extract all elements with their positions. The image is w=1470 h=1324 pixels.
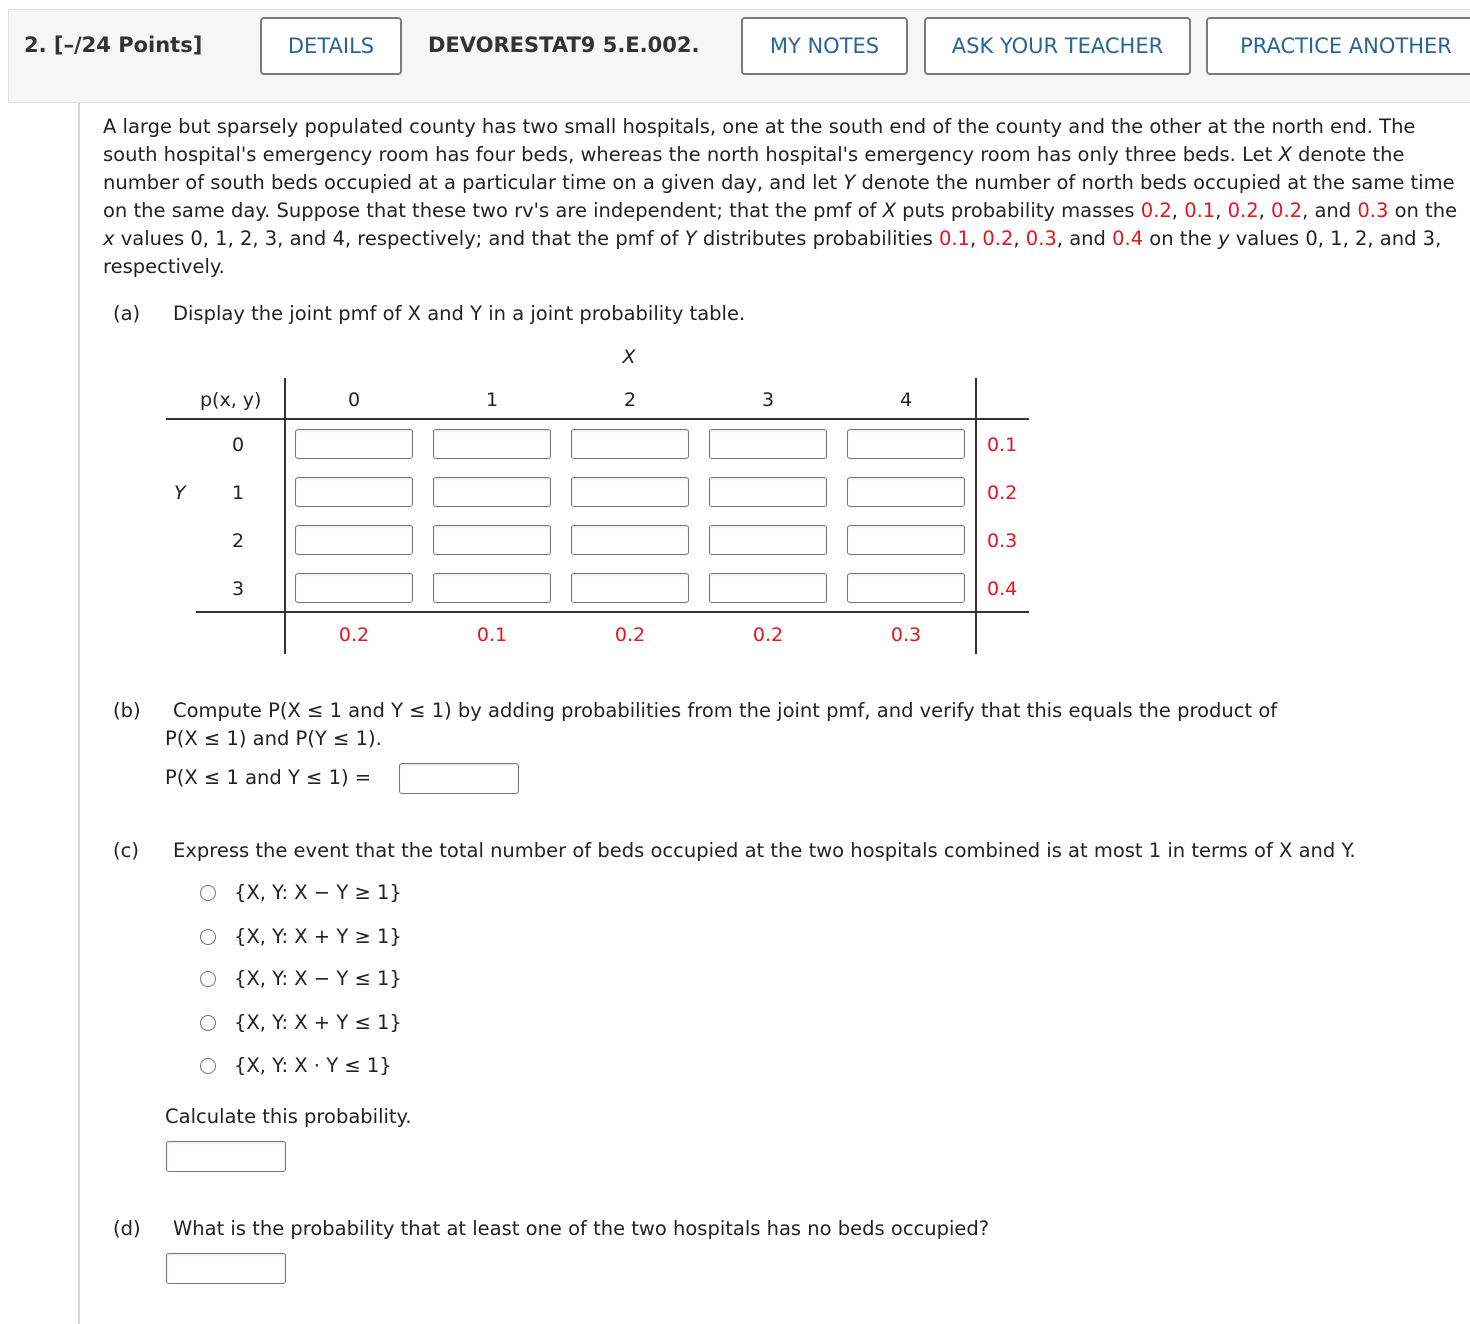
pmf-cell-x2-y1[interactable] [571,477,689,507]
pmf-cell-x3-y1[interactable] [709,477,827,507]
pmf-cell-x0-y1[interactable] [295,477,413,507]
py-value: 0.3 [1025,227,1057,250]
ask-your-teacher-button[interactable]: ASK YOUR TEACHER [924,17,1191,75]
x-value-header: 4 [899,389,913,411]
table-corner-label: p(x, y) [200,389,262,411]
table-bottom-divider [196,611,1029,613]
part-b-answer-input[interactable] [399,763,519,794]
separator: , [1171,199,1185,222]
part-a-tag: (a) [113,302,141,325]
row-marginal: 0.3 [987,530,1018,552]
pmf-cell-x3-y0[interactable] [709,429,827,459]
content-left-rule [78,103,80,1324]
question-number: 2. [24,33,47,57]
px-value: 0.2 [1227,199,1259,222]
separator: , and [1056,227,1113,250]
px-value: 0.2 [1140,199,1172,222]
part-a-prompt [113,300,745,328]
y-value-header: 1 [231,482,245,504]
problem-text: denote the number of south beds occupied at a particular time on a given day, and let [103,143,1405,194]
pmf-cell-x4-y2[interactable] [847,525,965,555]
py-value: 0.4 [1112,227,1144,250]
pmf-cell-x1-y2[interactable] [433,525,551,555]
part-c-option[interactable] [200,1054,392,1077]
radio-button[interactable] [200,885,216,901]
separator: , [969,227,983,250]
part-b-text-line2: P(X ≤ 1) and P(Y ≤ 1). [165,727,382,750]
part-b-text-line1: Compute P(X ≤ 1 and Y ≤ 1) by adding probabilities from the joint pmf, and verify that this equals the product of [173,699,1278,722]
col-marginal: 0.1 [476,624,508,646]
option-label: {X, Y: X · Y ≤ 1} [234,1054,392,1077]
option-label: {X, Y: X − Y ≥ 1} [234,881,402,904]
part-d-prompt [113,1215,989,1243]
pmf-cell-x0-y2[interactable] [295,525,413,555]
option-label: {X, Y: X − Y ≤ 1} [234,967,402,990]
col-marginal: 0.2 [752,624,784,646]
px-value: 0.2 [1271,199,1303,222]
problem-text: values 0, 1, 2, 3, and 4, respectively; and that the pmf of [114,227,685,250]
pmf-cell-x0-y3[interactable] [295,573,413,603]
problem-code: DEVORESTAT9 5.E.002. [428,33,700,57]
pmf-cell-x1-y0[interactable] [433,429,551,459]
problem-statement [103,113,1468,281]
var-x: X [1278,143,1292,166]
var-x-lower: x [103,227,115,250]
pmf-cell-x0-y0[interactable] [295,429,413,459]
pmf-cell-x4-y3[interactable] [847,573,965,603]
problem-text: distributes probabilities [696,227,939,250]
part-c-option[interactable] [200,1011,402,1034]
col-marginal: 0.2 [614,624,646,646]
part-a-text: Display the joint pmf of X and Y in a joint probability table. [173,302,746,325]
px-value: 0.3 [1357,199,1389,222]
row-marginal: 0.1 [987,434,1018,456]
part-c-option[interactable] [200,925,402,948]
part-c-prompt [113,837,1356,865]
pmf-cell-x2-y0[interactable] [571,429,689,459]
radio-button[interactable] [200,929,216,945]
var-y-lower: y [1218,227,1230,250]
part-c-answer-input[interactable] [166,1141,286,1172]
my-notes-button[interactable]: MY NOTES [741,17,908,75]
pmf-cell-x3-y2[interactable] [709,525,827,555]
practice-another-button[interactable]: PRACTICE ANOTHER [1206,17,1470,75]
pmf-cell-x1-y3[interactable] [433,573,551,603]
part-d-text: What is the probability that at least one of the two hospitals has no beds occupied? [173,1217,990,1240]
problem-intro: A large but sparsely populated county has two small hospitals, one at the south end of the county and the other at the north end. The south hospital's emergency room has four beds, whereas the north hospital's emergency room has only three beds. Let [103,115,1416,166]
var-y: Y [843,171,856,194]
row-marginal: 0.4 [987,578,1018,600]
pmf-cell-x3-y3[interactable] [709,573,827,603]
details-button[interactable]: DETAILS [260,17,402,75]
col-marginal: 0.2 [338,624,370,646]
x-value-header: 1 [485,389,499,411]
pmf-cell-x2-y3[interactable] [571,573,689,603]
pmf-cell-x2-y2[interactable] [571,525,689,555]
part-d-answer-input[interactable] [166,1253,286,1284]
radio-button[interactable] [200,971,216,987]
part-c-option[interactable] [200,881,402,904]
table-x-axis-label: X [622,346,636,368]
problem-text: values 0, 1, 2, and 3, respectively. [103,227,1442,278]
row-marginal: 0.2 [987,482,1018,504]
question-number-points [24,33,202,57]
points-label: [–/24 Points] [53,33,203,57]
option-label: {X, Y: X + Y ≥ 1} [234,925,402,948]
pmf-cell-x4-y0[interactable] [847,429,965,459]
x-value-header: 3 [761,389,775,411]
py-value: 0.2 [982,227,1014,250]
separator: , [1215,199,1228,222]
col-marginal: 0.3 [890,624,922,646]
var-x: X [882,199,896,222]
part-c-calc-label: Calculate this probability. [165,1105,412,1128]
part-c-text: Express the event that the total number of beds occupied at the two hospitals combined is at most 1 in terms of X and Y. [173,839,1356,862]
var-y: Y [684,227,697,250]
part-d-tag: (d) [113,1217,141,1240]
y-value-header: 2 [231,530,245,552]
py-value: 0.1 [938,227,970,250]
pmf-cell-x1-y1[interactable] [433,477,551,507]
y-value-header: 3 [231,578,245,600]
x-value-header: 0 [347,389,361,411]
x-value-header: 2 [623,389,637,411]
part-c-tag: (c) [113,839,139,862]
radio-button[interactable] [200,1015,216,1031]
table-y-axis-label: Y [174,482,186,504]
pmf-cell-x4-y1[interactable] [847,477,965,507]
problem-text: on the [1388,199,1458,222]
problem-text: denote the number of north beds occupied at the same time on the same day. Suppose that these two rv's are independent; that the pmf of [103,171,1455,222]
separator: , [1258,199,1272,222]
radio-button[interactable] [200,1058,216,1074]
part-b-tag: (b) [113,699,141,722]
separator: , and [1302,199,1358,222]
problem-text: puts probability masses [895,199,1141,222]
table-header-divider [166,418,1029,420]
separator: , [1013,227,1026,250]
part-b-prompt [113,697,1277,725]
problem-text: on the [1143,227,1218,250]
part-b-answer-label: P(X ≤ 1 and Y ≤ 1) = [165,766,372,789]
px-value: 0.1 [1184,199,1216,222]
y-value-header: 0 [231,434,245,456]
option-label: {X, Y: X + Y ≤ 1} [234,1011,402,1034]
part-c-option[interactable] [200,967,402,990]
